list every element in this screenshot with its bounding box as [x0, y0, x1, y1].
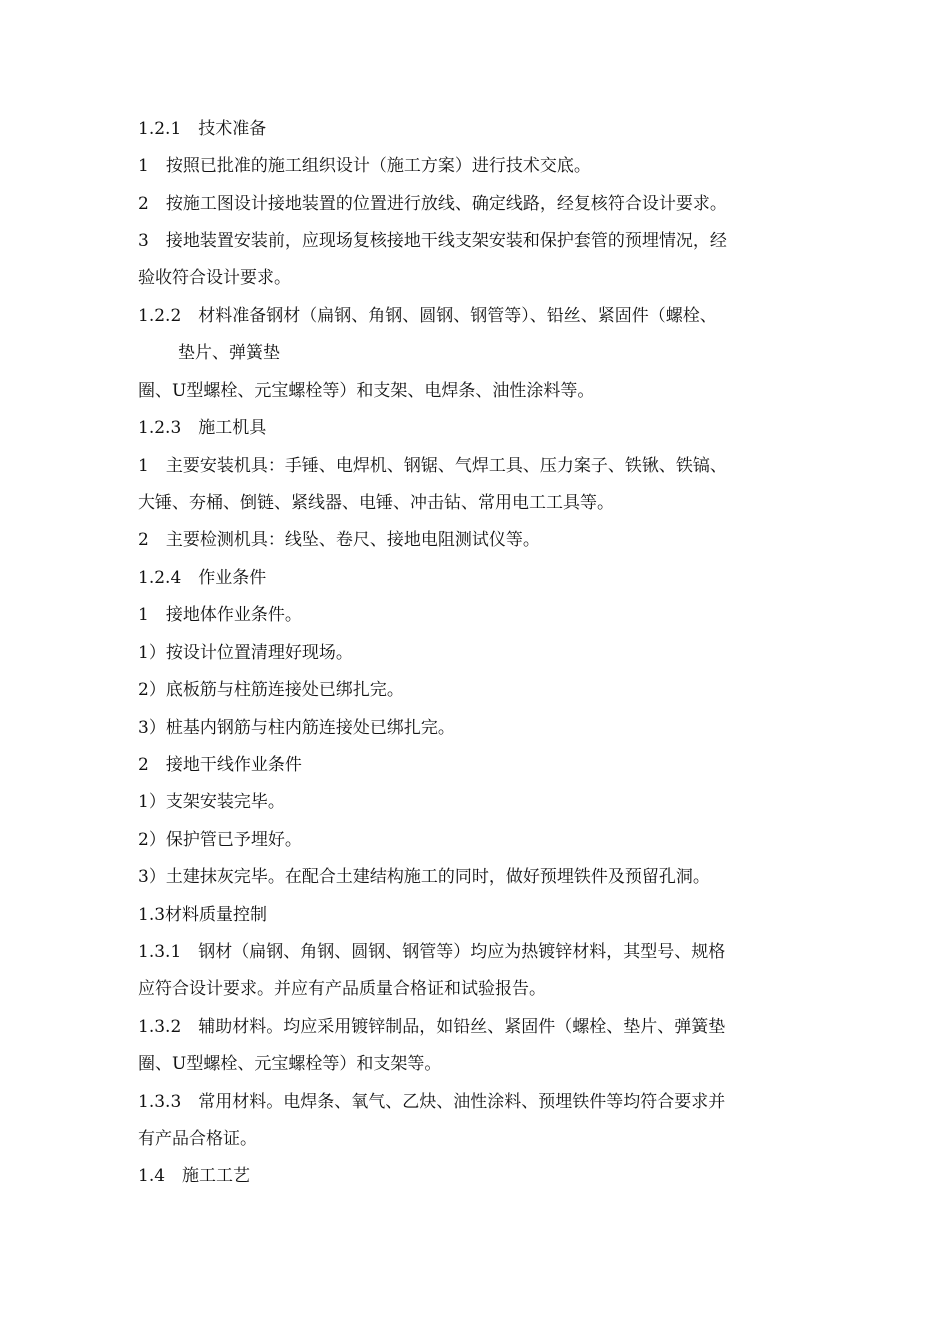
- paragraph-line: 圈、U型螺栓、元宝螺栓等）和支架、电焊条、油性涂料等。: [138, 381, 595, 401]
- paragraph-line: 3 接地装置安装前，应现场复核接地干线支架安装和保护套管的预埋情况，经: [138, 231, 727, 251]
- list-item: 2）保护管已予埋好。: [138, 830, 302, 850]
- paragraph-line: 2 主要检测机具：线坠、卷尺、接地电阻测试仪等。: [138, 530, 540, 550]
- paragraph-line: 2 按施工图设计接地装置的位置进行放线、确定线路，经复核符合设计要求。: [138, 194, 727, 214]
- heading-1-3-2: 1.3.2 辅助材料。均应采用镀锌制品，如铅丝、紧固件（螺栓、垫片、弹簧垫: [138, 1017, 726, 1037]
- paragraph-line: 2 接地干线作业条件: [138, 755, 302, 775]
- heading-1-3: 1.3材料质量控制: [138, 905, 268, 925]
- heading-1-3-3: 1.3.3 常用材料。电焊条、氧气、乙炔、油性涂料、预埋铁件等均符合要求并: [138, 1092, 726, 1112]
- paragraph-line: 1 接地体作业条件。: [138, 605, 302, 625]
- paragraph-line: 有产品合格证。: [138, 1129, 257, 1149]
- heading-1-4: 1.4 施工工艺: [138, 1166, 251, 1186]
- paragraph-line: 应符合设计要求。并应有产品质量合格证和试验报告。: [138, 979, 546, 999]
- list-item: 2）底板筋与柱筋连接处已绑扎完。: [138, 680, 404, 700]
- paragraph-line: 验收符合设计要求。: [138, 268, 291, 288]
- heading-1-2-1: 1.2.1 技术准备: [138, 119, 267, 139]
- list-item: 1）支架安装完毕。: [138, 792, 285, 812]
- heading-1-2-3: 1.2.3 施工机具: [138, 418, 267, 438]
- list-item: 1）按设计位置清理好现场。: [138, 643, 353, 663]
- paragraph-line: 1 主要安装机具：手锤、电焊机、钢锯、气焊工具、压力案子、铁锹、铁镐、: [138, 456, 727, 476]
- heading-1-2-4: 1.2.4 作业条件: [138, 568, 267, 588]
- heading-1-2-2: 1.2.2 材料准备钢材（扁钢、角钢、圆钢、钢管等）、铅丝、紧固件（螺栓、: [138, 306, 717, 326]
- paragraph-line: 垫片、弹簧垫: [178, 343, 280, 363]
- heading-1-3-1: 1.3.1 钢材（扁钢、角钢、圆钢、钢管等）均应为热镀锌材料，其型号、规格: [138, 942, 726, 962]
- paragraph-line: 大锤、夯桶、倒链、紧线器、电锤、冲击钻、常用电工工具等。: [138, 493, 614, 513]
- paragraph-line: 圈、U型螺栓、元宝螺栓等）和支架等。: [138, 1054, 442, 1074]
- list-item: 3）土建抹灰完毕。在配合土建结构施工的同时，做好预埋铁件及预留孔洞。: [138, 867, 710, 887]
- paragraph-line: 1 按照已批准的施工组织设计（施工方案）进行技术交底。: [138, 156, 591, 176]
- list-item: 3）桩基内钢筋与柱内筋连接处已绑扎完。: [138, 718, 455, 738]
